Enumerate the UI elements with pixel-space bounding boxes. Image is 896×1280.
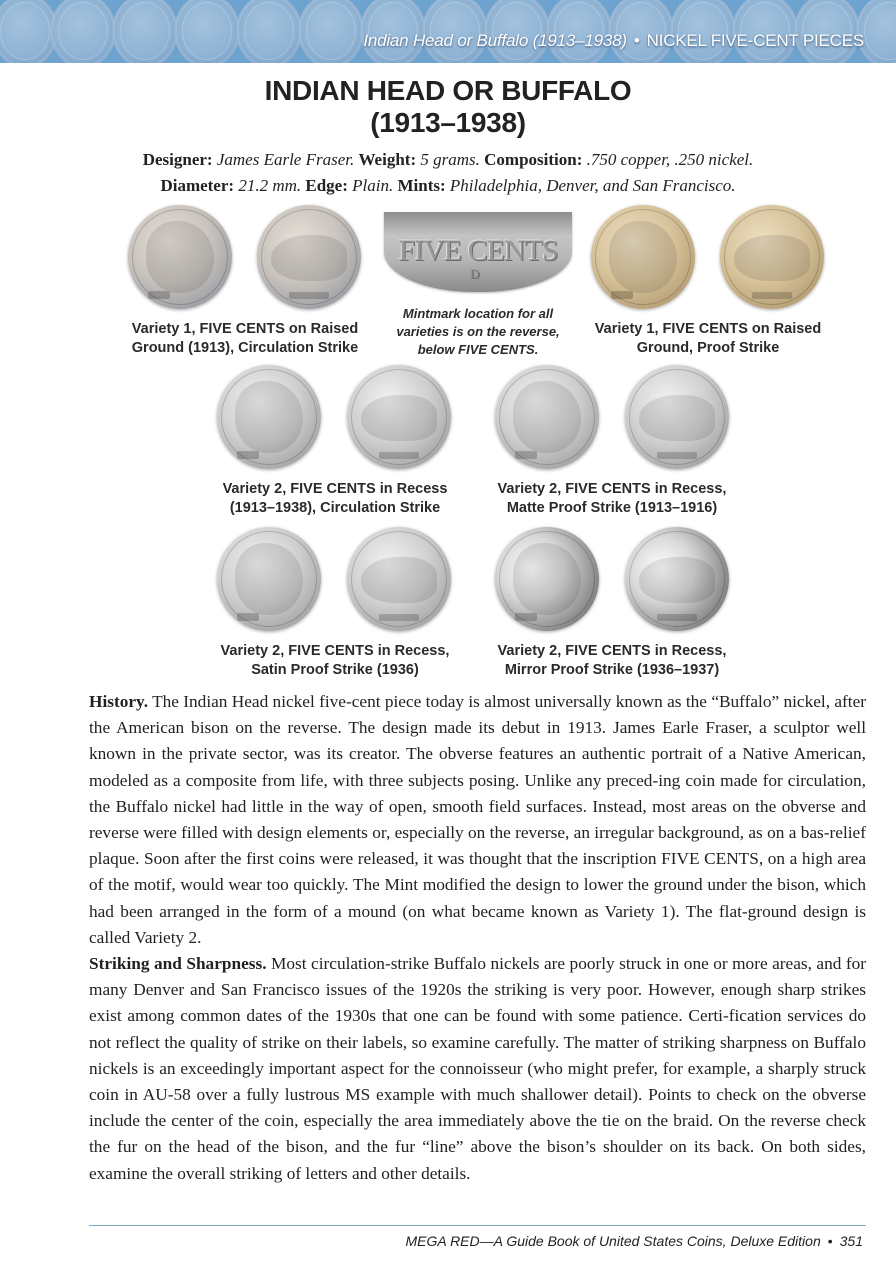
history-paragraph — [89, 689, 866, 951]
diameter-value: 21.2 mm. — [238, 176, 302, 195]
footer-divider — [89, 1225, 866, 1226]
caption-line: Ground (1913), Circulation Strike — [131, 340, 359, 356]
variety-caption — [477, 642, 747, 680]
variety-caption — [477, 480, 747, 518]
decorative-coin-icon — [236, 0, 302, 63]
specs-line-1 — [0, 147, 896, 173]
caption-line: (1913–1938), Circulation Strike — [229, 500, 441, 516]
variety-caption — [200, 480, 470, 518]
running-header-band — [0, 0, 896, 63]
specs-line-2 — [0, 173, 896, 199]
coin-obverse-image — [217, 365, 321, 469]
composition-value: .750 copper, .250 nickel. — [586, 150, 754, 169]
mints-value: Philadelphia, Denver, and San Francisco. — [449, 176, 736, 195]
caption-line: Variety 2, FIVE CENTS in Recess, — [497, 643, 727, 659]
decorative-coin-icon — [174, 0, 240, 63]
caption-line: Variety 1, FIVE CENTS on Raised — [131, 321, 359, 337]
coin-obverse-image — [495, 527, 599, 631]
decorative-coin-icon — [298, 0, 364, 63]
striking-paragraph — [89, 951, 866, 1187]
coin-reverse-image — [625, 365, 729, 469]
header-section-title: Indian Head or Buffalo (1913–1938) — [363, 31, 627, 50]
decorative-coin-icon — [50, 0, 116, 63]
caption-line: Mirror Proof Strike (1936–1937) — [504, 662, 720, 678]
striking-text: Most circulation-strike Buffalo nickels are poorly struck in one or more areas, and for many Denver and San Francisco issues of the 1920s the striking is very poor. However, enough sharp strikes exist among common dates of the 1930s that one can be found with some patience. Certi-fication services do not reflect the quality of strike on their labels, so examine carefully. The matter of striking sharpness on Buffalo nickels is an exceedingly important aspect for the connoisseur (who might prefer, for example, a sharply struck coin in AU-58 over a fully lustrous MS example with much shallower detail). Points to check on the obverse include the center of the coin, especially the area immediately above the tie on the braid. On the reverse check the fur on the head of the bison, and the fur “line” above the bison’s shoulder on its back. On both sides, examine the overall striking of letters and other details. — [89, 954, 866, 1183]
variety-caption — [573, 320, 843, 358]
page-title-line-1: INDIAN HEAD OR BUFFALO — [264, 75, 632, 106]
designer-value: James Earle Fraser. — [216, 150, 355, 169]
diameter-label: Diameter: — [160, 176, 235, 195]
mintmark-location-image — [384, 212, 572, 292]
history-text: The Indian Head nickel five-cent piece today is almost universally known as the “Buffalo” nickel, after the American bison on the reverse. The design made its debut in 1913. James Earle Fraser, a sculptor well known in the private sector, was its creator. The obverse features an authentic portrait of a Native American, modeled as a composite from life, with three subjects posing. Unlike any preced-ing coin made for circulation, the Buffalo nickel had little in the way of open, smooth field surfaces. Instead, most areas on the obverse and reverse were filled with design elements or, especially on the reverse, an irregular background, as on a bas-relief plaque. Soon after the first coins were released, it was thought that the inscription FIVE CENTS, on a high area of the motif, would wear too quickly. The Mint modified the design to lower the ground under the bison, which had been arranged in the form of a mound (on what became known as Variety 1). The flat-ground design is called Variety 2. — [89, 692, 866, 947]
coin-obverse-image — [217, 527, 321, 631]
mintmark-caption — [380, 305, 576, 359]
coin-reverse-image — [257, 205, 361, 309]
footer-book-title: MEGA RED—A Guide Book of United States Coins, Deluxe Edition — [405, 1233, 821, 1249]
five-cents-inscription: FIVE CENTS — [398, 234, 558, 267]
coin-obverse-image — [128, 205, 232, 309]
caption-line: Variety 2, FIVE CENTS in Recess, — [220, 643, 450, 659]
striking-heading: Striking and Sharpness. — [89, 954, 267, 973]
coin-reverse-image — [720, 205, 824, 309]
caption-line: Mintmark location for all — [402, 306, 554, 321]
page-title — [0, 75, 896, 139]
caption-line: Variety 1, FIVE CENTS on Raised — [594, 321, 822, 337]
mintmark-letter: D — [470, 266, 480, 281]
running-footer — [405, 1233, 863, 1249]
caption-line: Variety 2, FIVE CENTS in Recess — [222, 481, 448, 497]
header-separator: • — [633, 31, 640, 50]
variety-caption — [110, 320, 380, 358]
coin-obverse-image — [495, 365, 599, 469]
page-number: 351 — [839, 1233, 863, 1249]
header-category: NICKEL FIVE-CENT PIECES — [646, 31, 864, 50]
edge-label: Edge: — [305, 176, 348, 195]
page-title-line-2: (1913–1938) — [370, 107, 526, 138]
coin-specifications — [0, 147, 896, 199]
caption-line: Matte Proof Strike (1913–1916) — [506, 500, 718, 516]
caption-line: Satin Proof Strike (1936) — [251, 662, 419, 678]
variety-caption — [200, 642, 470, 680]
coin-reverse-image — [347, 365, 451, 469]
decorative-coin-icon — [112, 0, 178, 63]
coin-obverse-image — [591, 205, 695, 309]
coin-reverse-image — [625, 527, 729, 631]
coin-reverse-image — [347, 527, 451, 631]
footer-separator: • — [827, 1233, 833, 1249]
caption-line: Ground, Proof Strike — [636, 340, 780, 356]
weight-label: Weight: — [358, 150, 417, 169]
caption-line: Variety 2, FIVE CENTS in Recess, — [497, 481, 727, 497]
composition-label: Composition: — [484, 150, 583, 169]
running-header-text — [363, 31, 864, 51]
caption-line: varieties is on the reverse, — [396, 324, 560, 339]
weight-value: 5 grams. — [420, 150, 480, 169]
history-heading: History. — [89, 692, 149, 711]
designer-label: Designer: — [142, 150, 213, 169]
caption-line: below FIVE CENTS. — [417, 342, 539, 357]
mints-label: Mints: — [397, 176, 446, 195]
edge-value: Plain. — [352, 176, 394, 195]
